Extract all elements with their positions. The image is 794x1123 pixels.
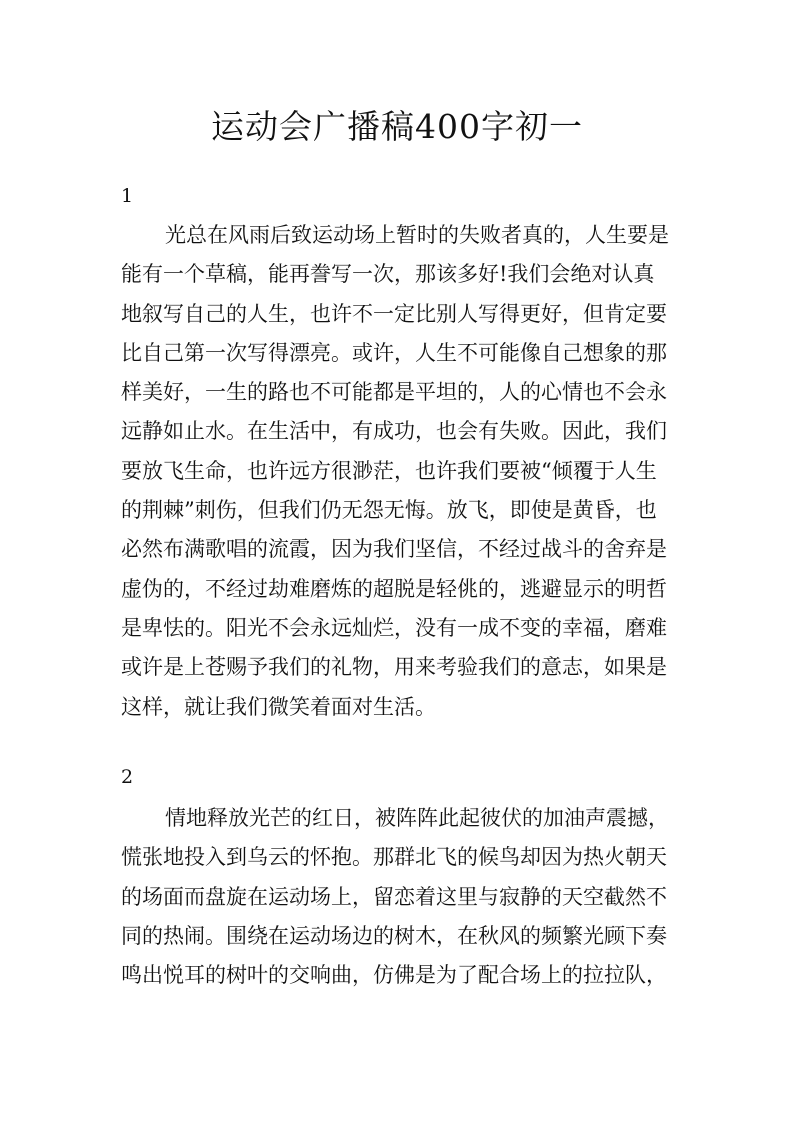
paragraph-line: 是卑怯的。阳光不会永远灿烂，没有一成不变的幸福，磨难 [121, 615, 667, 640]
paragraph-line: 必然布满歌唱的流霞，因为我们坚信，不经过战斗的舍弃是 [121, 537, 667, 562]
paragraph-line: 的场面而盘旋在运动场上，留恋着这里与寂静的天空截然不 [121, 884, 667, 909]
paragraph-line: 虚伪的，不经过劫难磨炼的超脱是轻佻的，逃避显示的明哲 [121, 576, 667, 601]
paragraph-line: 鸣出悦耳的树叶的交响曲，仿佛是为了配合场上的拉拉队， [121, 963, 667, 988]
paragraph-line: 比自己第一次写得漂亮。或许，人生不可能像自己想象的那 [121, 340, 667, 365]
paragraph-line: 光总在风雨后致运动场上暂时的失败者真的，人生要是 [165, 223, 669, 247]
paragraph-line: 的荆棘”刺伤，但我们仍无怨无悔。放飞，即使是黄昏，也 [121, 498, 657, 523]
paragraph-line: 慌张地投入到乌云的怀抱。那群北飞的候鸟却因为热火朝天 [121, 845, 667, 870]
paragraph-line: 样美好，一生的路也不可能都是平坦的，人的心情也不会永 [121, 380, 667, 405]
paragraph-line: 远静如止水。在生活中，有成功，也会有失败。因此，我们 [121, 419, 667, 444]
section-2-paragraph [121, 799, 681, 995]
paragraph-line: 同的热闹。围绕在运动场边的树木，在秋风的频繁光顾下奏 [121, 923, 667, 948]
paragraph-line: 或许是上苍赐予我们的礼物，用来考验我们的意志，如果是 [121, 655, 667, 680]
section-1-paragraph [121, 216, 681, 727]
section-number-1: 1 [121, 185, 134, 207]
document-title: 运动会广播稿400字初一 [211, 107, 583, 146]
section-number-2: 2 [121, 766, 134, 788]
paragraph-line: 地叙写自己的人生，也许不一定比别人写得更好，但肯定要 [121, 301, 667, 326]
paragraph-line: 能有一个草稿，能再誊写一次，那该多好!我们会绝对认真 [121, 262, 655, 287]
paragraph-line: 要放飞生命，也许远方很渺茫，也许我们要被“倾覆于人生 [121, 458, 657, 483]
paragraph-line: 情地释放光芒的红日，被阵阵此起彼伏的加油声震撼， [165, 806, 669, 830]
paragraph-line: 这样，就让我们微笑着面对生活。 [121, 694, 436, 719]
